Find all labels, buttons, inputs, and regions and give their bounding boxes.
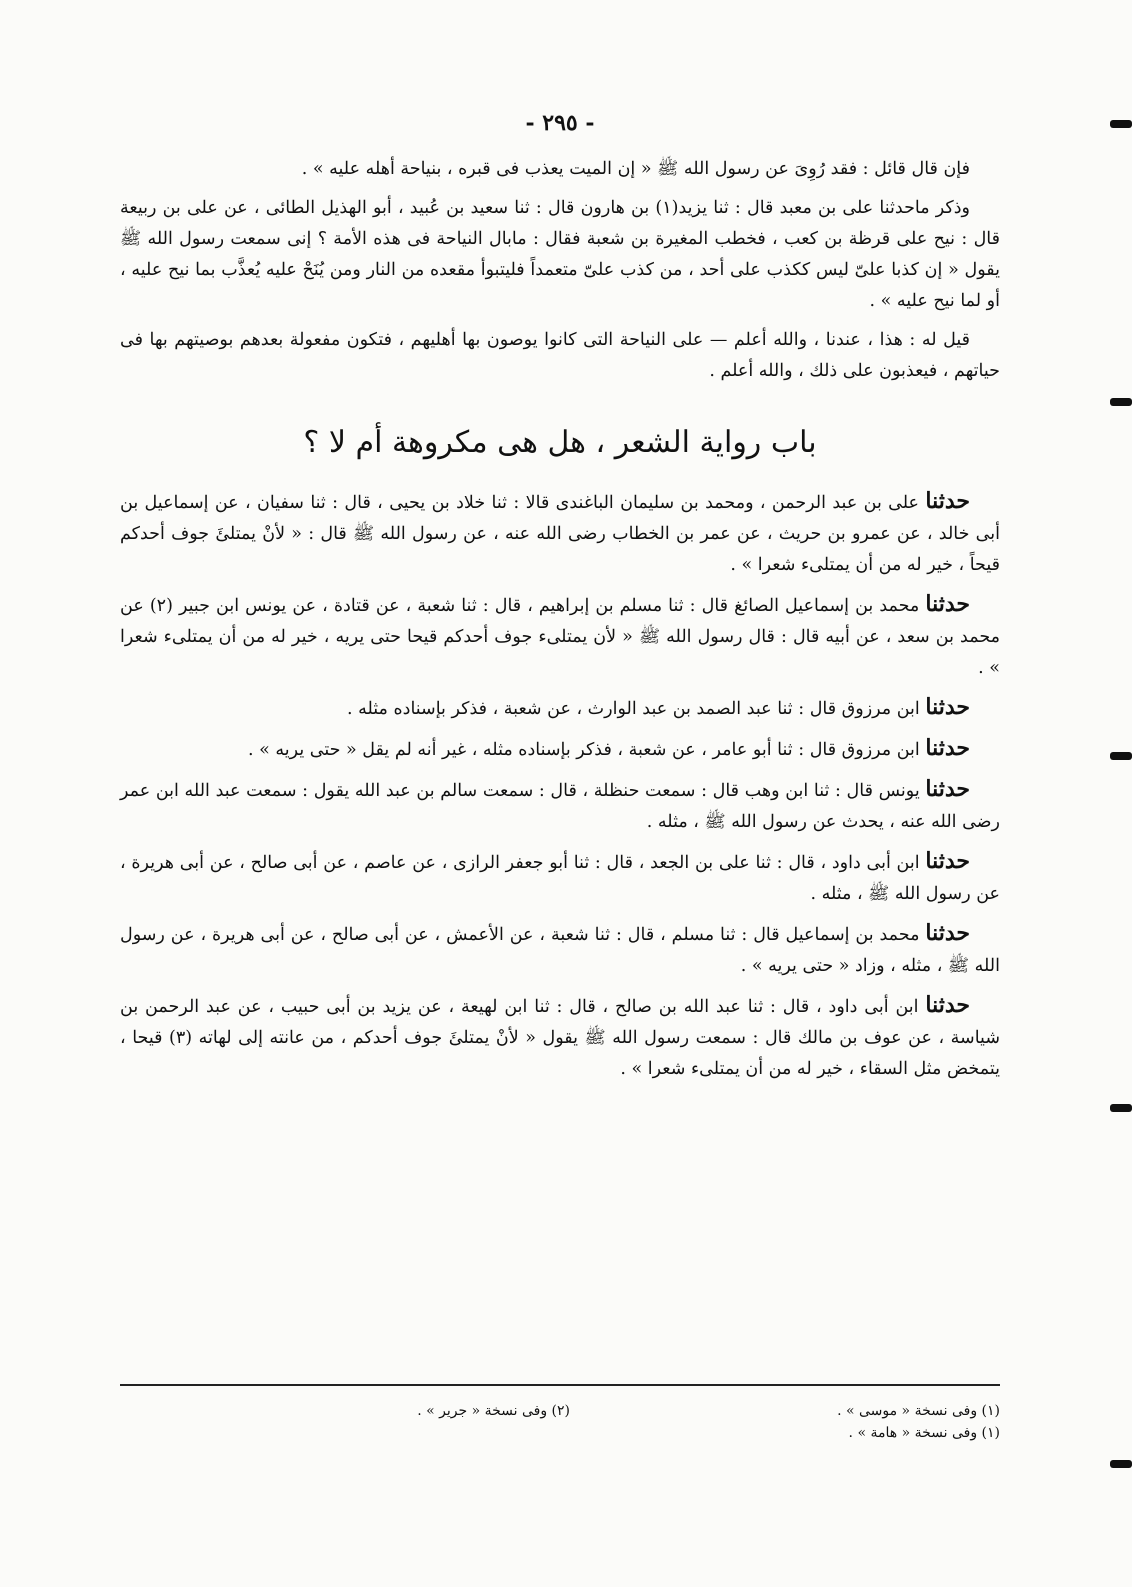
hadith-text: يونس قال : ثنا ابن وهب قال : سمعت حنظلة ، قال : سمعت سالم بن عبد الله يقول : سمعت عبد الله ابن عمر رضى الله عنه ، يحدث عن رسول الله ﷺ ، مثله .: [120, 781, 1000, 832]
paragraph-2: وذكر ماحدثنا على بن معبد قال : ثنا يزيد(١) بن هارون قال : ثنا سعيد بن عُبيد ، أبو الهذيل الطائى ، عن على بن ربيعة قال : نيح على قرظة بن كعب ، فخطب المغيرة بن شعبة فقال : مابال النياحة فى هذه الأمة ؟ إنى سمعت رسول الله ﷺ يقول « إن كذبا علىّ ليس ككذب على أحد ، من كذب علىّ متعمداً فليتبوأ مقعده من النار ومن يُنَحْ عليه يُعذَّب بما نيح عليه ، أو لما نيح عليه » .: [120, 198, 1000, 311]
hadith-text: ابن مرزوق قال : ثنا أبو عامر ، عن شعبة ، فذكر بإسناده مثله ، غير أنه لم يقل « حتى يريه » .: [248, 740, 920, 760]
footnote-column-right: [760, 1400, 1000, 1444]
lead-word: حدثنا: [925, 920, 970, 946]
hadith-text: محمد بن إسماعيل الصائغ قال : ثنا مسلم بن إبراهيم ، قال : ثنا شعبة ، عن قتادة ، عن يونس ابن جبير (٢) عن محمد بن سعد ، عن أبيه قال : قال رسول الله ﷺ « لأن يمتلىء جوف أحدكم قيحا حتى يريه ، خير له من أن يمتلىء شعرا » .: [120, 596, 1000, 678]
hadith-paragraph: [120, 846, 1000, 910]
footnote: (٢) وفى نسخة « جرير » .: [417, 1403, 570, 1419]
lead-word: حدثنا: [925, 776, 970, 802]
footnote-divider: [120, 1384, 1000, 1386]
footnote: (١) وفى نسخة « موسى » .: [837, 1403, 1000, 1419]
page-edge-mark: [1110, 1460, 1132, 1468]
paragraph-3: قيل له : هذا ، عندنا ، والله أعلم — على النياحة التى كانوا يوصون بها أهليهم ، فتكون مفعولة بعدهم بوصيتهم بها فى حياتهم ، فيعذبون على ذلك ، والله أعلم .: [120, 330, 1000, 381]
hadith-text: ابن أبى داود ، قال : ثنا على بن الجعد ، قال : ثنا أبو جعفر الرازى ، عن عاصم ، عن أبى صالح ، عن أبى هريرة ، عن رسول الله ﷺ ، مثله .: [120, 853, 1000, 904]
hadith-text: ابن أبى داود ، قال : ثنا عبد الله بن صالح ، قال : ثنا ابن لهيعة ، عن يزيد بن أبى حبيب ، عن عبد الرحمن بن شياسة ، عن عوف بن مالك قال : سمعت رسول الله ﷺ يقول « لأنْ يمتلئَ جوف أحدكم ، من عانته إلى لهاته (٣) قيحا ، يتمخض مثل السقاء ، خير له من أن يمتلىء شعرا » .: [120, 997, 1000, 1079]
paragraph-1: فإن قال قائل : فقد رُوِىَ عن رسول الله ﷺ « إن الميت يعذب فى قبره ، بنياحة أهله عليه » .: [301, 159, 970, 179]
page-edge-mark: [1110, 752, 1132, 760]
lead-word: حدثنا: [925, 591, 970, 617]
document-page: [120, 110, 1000, 1093]
hadith-text: ابن مرزوق قال : ثنا عبد الصمد بن عبد الوارث ، عن شعبة ، فذكر بإسناده مثله .: [346, 699, 920, 719]
lead-word: حدثنا: [925, 848, 970, 874]
hadith-paragraph: [120, 692, 1000, 725]
footnote: (١) وفى نسخة « هامة » .: [848, 1425, 1000, 1441]
page-edge-mark: [1110, 1104, 1132, 1112]
hadith-text: محمد بن إسماعيل قال : ثنا مسلم ، قال : ثنا شعبة ، عن الأعمش ، عن أبى صالح ، عن أبى هريرة ، عن رسول الله ﷺ ، مثله ، وزاد « حتى يريه » .: [120, 925, 1000, 976]
footnote-column-left: [330, 1400, 570, 1422]
hadith-paragraph: [120, 918, 1000, 982]
page-edge-mark: [1110, 398, 1132, 406]
lead-word: حدثنا: [925, 694, 970, 720]
hadith-text: على بن عبد الرحمن ، ومحمد بن سليمان الباغندى قالا : ثنا خلاد بن يحيى ، قال : ثنا سفيان ، عن إسماعيل بن أبى خالد ، عن عمرو بن حريث ، عن عمر بن الخطاب رضى الله عنه ، عن رسول الله ﷺ قال : « لأنْ يمتلئَ جوف أحدكم قيحاً ، خير له من أن يمتلىء شعرا » .: [120, 493, 1000, 575]
hadith-paragraph: [120, 774, 1000, 838]
lead-word: حدثنا: [925, 992, 970, 1018]
lead-word: حدثنا: [925, 735, 970, 761]
hadith-paragraph: [120, 733, 1000, 766]
page-number: - ٢٩٥ -: [525, 110, 595, 136]
hadith-paragraph: [120, 486, 1000, 581]
hadith-paragraph: [120, 990, 1000, 1085]
lead-word: حدثنا: [925, 488, 970, 514]
section-heading: باب رواية الشعر ، هل هى مكروهة أم لا ؟: [303, 425, 817, 460]
page-edge-mark: [1110, 120, 1132, 128]
hadith-paragraph: [120, 589, 1000, 684]
